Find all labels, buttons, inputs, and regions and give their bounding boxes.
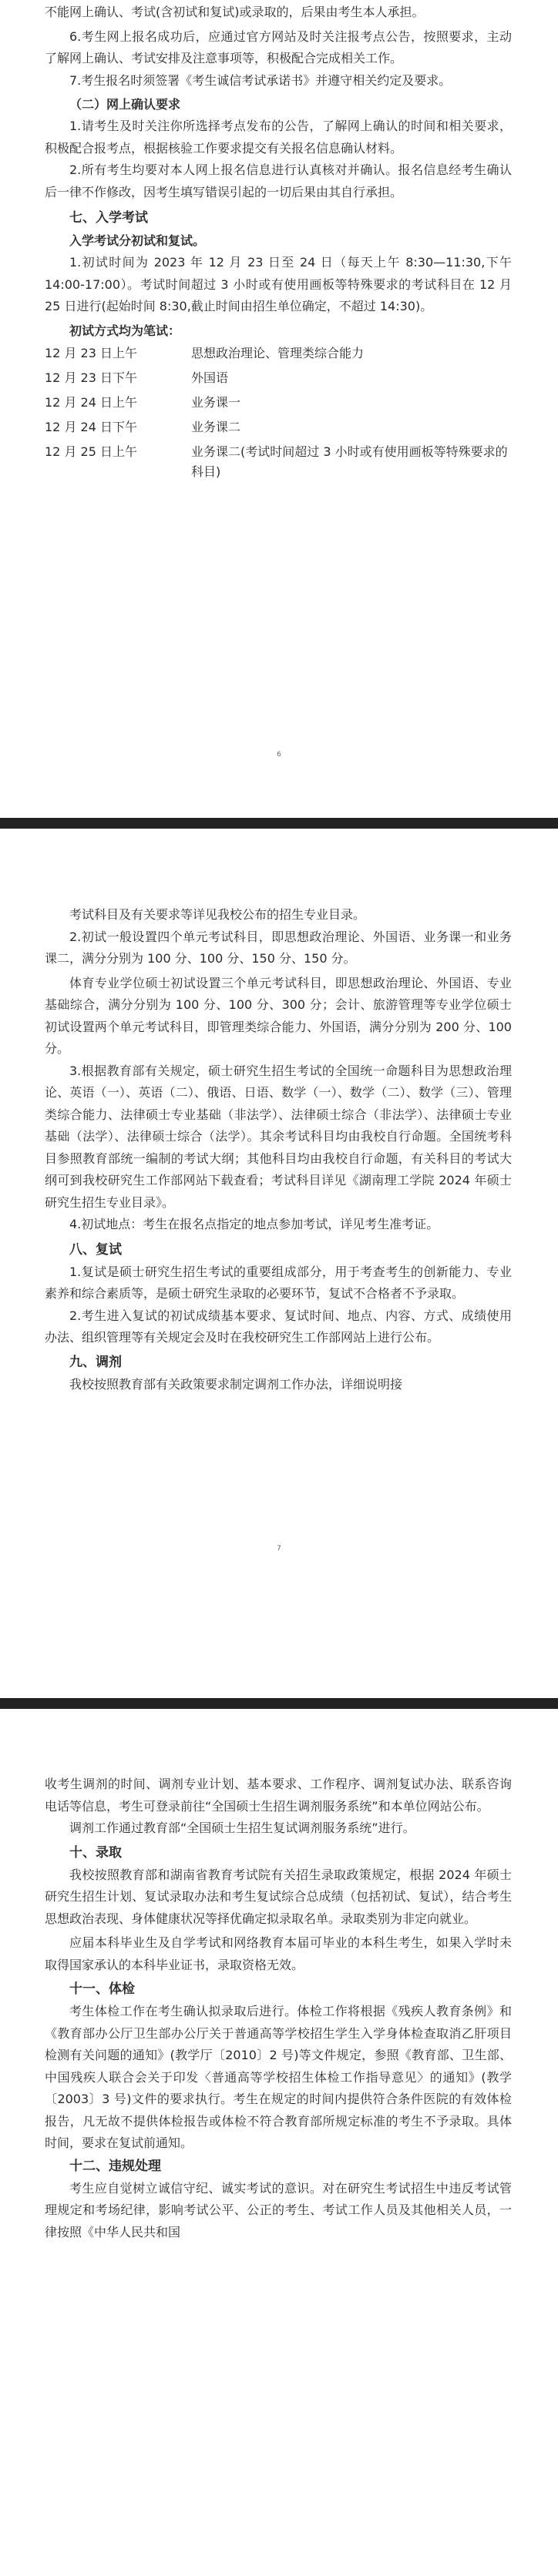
paragraph: 不能网上确认、考试(含初试和复试)或录取的，后果由考生本人承担。 <box>45 5 425 19</box>
paragraph: 调剂工作通过教育部“全国硕士生招生复试调剂服务系统”进行。 <box>69 1821 415 1835</box>
page-separator <box>0 818 558 829</box>
section-heading: 十二、违规处理 <box>69 2158 161 2174</box>
schedule-row <box>45 440 512 485</box>
document-page-2 <box>0 829 558 1614</box>
schedule-row <box>45 416 512 440</box>
paragraph: 考生体检工作在考生确认拟录取后进行。体检工作将根据《残疾人教育条例》和《教育部办公厅卫生部办公厅关于普通高等学校招生学生入学身体检查取消乙肝项目检测有关问题的通知》(教学厅〔2010〕2 号)等文件规定，参照《教育部、卫生部、中国残疾人联合会关于印发〈普通高等学校招生体检工作指导意见〉的通知》(教学〔2003〕3 号)文件的要求执行。考生在规定的时间内提供符合条件医院的有效体检报告，凡无故不提供体检报告或体检不符合教育部所规定标准的考生不予录取。具体时间，要求在复试前通知。 <box>45 2004 512 2150</box>
section-heading: 十、录取 <box>69 1844 122 1861</box>
paragraph: 2.所有考生均要对本人网上报名信息进行认真核对并确认。报名信息经考生确认后一律不作修改，因考生填写错误引起的一切后果由其自行承担。 <box>45 162 512 199</box>
section-subheading: 入学考试分初试和复试。 <box>69 233 206 248</box>
exam-schedule-table <box>45 342 512 485</box>
schedule-row <box>45 342 512 367</box>
schedule-subject: 业务课二 <box>191 419 241 434</box>
section-subheading: 初试方式均为笔试： <box>69 323 181 338</box>
schedule-date: 12 月 24 日下午 <box>45 419 137 434</box>
page-number: 6 <box>277 751 281 759</box>
schedule-date: 12 月 23 日上午 <box>45 345 137 360</box>
paragraph: 1.复试是硕士研究生招生考试的重要组成部分，用于考查考生的创新能力、专业素养和综合素质等，是硕士研究生录取的必要环节，复试不合格者不予录取。 <box>45 1264 512 1301</box>
paragraph: 2.初试一般设置四个单元考试科目，即思想政治理论、外国语、业务课一和业务课二，满分分别为 100 分、100 分、150 分、150 分。 <box>45 929 512 966</box>
paragraph: 4.初试地点：考生在报名点指定的地点参加考试，详见考生准考证。 <box>69 1217 439 1231</box>
document-page-3 <box>0 1709 558 2576</box>
schedule-subject: 外国语 <box>191 370 229 385</box>
schedule-date: 12 月 25 日上午 <box>45 444 137 459</box>
paragraph: 3.根据教育部有关规定，硕士研究生招生考试的全国统一命题科目为思想政治理论、英语（一）、英语（二）、俄语、日语、数学（一）、数学（二）、数学（三）、管理类综合能力、法律硕士专业基础（非法学）、法律硕士综合（非法学）、法律硕士专业基础（法学）、法律硕士综合（法学）。其余考试科目均由我校自行命题。全国统考科目参照教育部统一编制的考试大纲；其他科目均由我校自行命题，有关科目的考试大纲可到我校研究生工作部网站下载查看；考试科目详见《湖南理工学院 2024 年硕士研究生招生专业目录》。 <box>45 1063 512 1210</box>
section-heading: 八、复试 <box>69 1241 122 1258</box>
paragraph: 6.考生网上报名成功后，应通过官方网站及时关注报考点公告，按照要求，主动了解网上确认、考试安排及注意事项等，积极配合完成相关工作。 <box>45 28 512 65</box>
paragraph: 2.考生进入复试的初试成绩基本要求、复试时间、地点、内容、方式、成绩使用办法、组织管理等有关规定会及时在我校研究生工作部网站上进行公布。 <box>45 1308 512 1345</box>
schedule-row <box>45 391 512 416</box>
schedule-date: 12 月 23 日下午 <box>45 370 137 385</box>
document-page-1 <box>0 0 558 762</box>
paragraph: 考生应自觉树立诚信守纪、诚实考试的意识。对在研究生考试招生中违反考试管理规定和考场纪律，影响考试公平、公正的考生、考试工作人员及其他相关人员，一律按照《中华人民共和国 <box>45 2180 512 2239</box>
section-heading: 七、入学考试 <box>69 210 148 226</box>
schedule-subject: 业务课二(考试时间超过 3 小时或有使用画板等特殊要求的科目) <box>191 444 508 479</box>
schedule-date: 12 月 24 日上午 <box>45 394 137 410</box>
paragraph: 7.考生报名时须签署《考生诚信考试承诺书》并遵守相关约定及要求。 <box>69 72 452 88</box>
page-number: 7 <box>277 1545 281 1553</box>
section-heading: 九、调剂 <box>69 1354 122 1370</box>
page-separator <box>0 1698 558 1709</box>
section-subheading: （二）网上确认要求 <box>69 97 181 112</box>
paragraph: 体育专业学位硕士初试设置三个单元考试科目，即思想政治理论、外国语、专业基础综合，满分分别为 100 分、100 分、300 分；会计、旅游管理等专业学位硕士初试设置两个单元考试科目，即管理类综合能力、外国语，满分分别为 200 分、100 分。 <box>45 975 512 1056</box>
paragraph: 考试科目及有关要求等详见我校公布的招生专业目录。 <box>69 907 366 922</box>
schedule-subject: 业务课一 <box>191 394 241 410</box>
paragraph: 我校按照教育部有关政策要求制定调剂工作办法，详细说明接 <box>69 1376 403 1392</box>
schedule-row <box>45 367 512 391</box>
paragraph: 1.请考生及时关注你所选择考点发布的公告，了解网上确认的时间和相关要求，积极配合报考点，根据核验工作要求提交有关报名信息确认材料。 <box>45 119 512 156</box>
paragraph: 应届本科毕业生及自学考试和网络教育本届可毕业的本科生考生，如果入学时未取得国家承认的本科毕业证书，录取资格无效。 <box>45 1935 512 1972</box>
paragraph: 收考生调剂的时间、调剂专业计划、基本要求、工作程序、调剂复试办法、联系咨询电话等信息，考生可登录前往“全国硕士生招生调剂服务系统”和本单位网站公布。 <box>45 1777 512 1814</box>
paragraph: 我校按照教育部和湖南省教育考试院有关招生录取政策规定，根据 2024 年硕士研究生招生计划、复试录取办法和考生复试综合总成绩（包括初试、复试），结合考生思想政治表现、身体健康状况等择优确定拟录取名单。录取类别为非定向就业。 <box>45 1867 512 1926</box>
section-heading: 十一、体检 <box>69 1981 135 1997</box>
schedule-subject: 思想政治理论、管理类综合能力 <box>191 345 365 360</box>
paragraph: 1.初试时间为 2023 年 12 月 23 日至 24 日（每天上午 8:30—11:30,下午 14:00-17:00）。考试时间超过 3 小时或有使用画板等特殊要求的考试科目在 12 月 25 日进行(起始时间 8:30,截止时间由招生单位确定，不超过 14:30)。 <box>45 255 512 313</box>
